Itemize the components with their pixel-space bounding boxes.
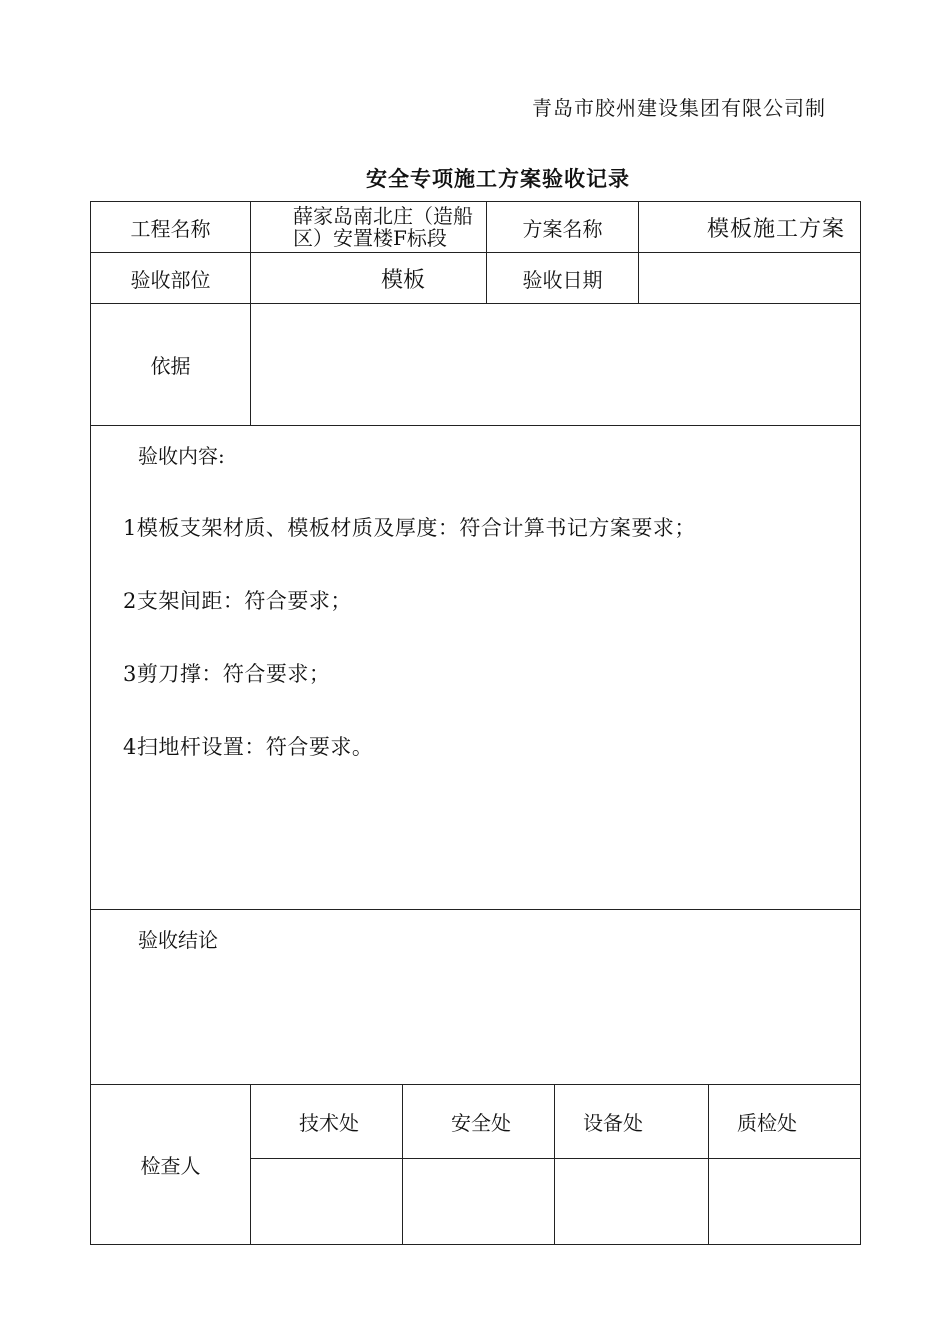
signature-technical [251, 1159, 403, 1245]
project-name-label: 工程名称 [91, 202, 251, 253]
row-basis [91, 304, 861, 426]
signature-equipment [555, 1159, 709, 1245]
row-project [91, 202, 861, 253]
inspection-form [90, 201, 861, 1245]
plan-name-label: 方案名称 [487, 202, 639, 253]
content-item: 4扫地杆设置：符合要求。 [123, 735, 374, 759]
department-safety: 安全处 [403, 1085, 555, 1159]
department-technical: 技术处 [251, 1085, 403, 1159]
row-departments [91, 1085, 861, 1159]
conclusion-cell [91, 910, 861, 1085]
project-name-line2: 区）安置楼F标段 [293, 226, 447, 250]
basis-label: 依据 [91, 304, 251, 426]
department-equipment: 设备处 [555, 1085, 709, 1159]
content-item: 2支架间距：符合要求； [123, 589, 352, 613]
document-title: 安全专项施工方案验收记录 [366, 166, 630, 191]
signature-safety [403, 1159, 555, 1245]
signature-quality [709, 1159, 861, 1245]
project-name-value [251, 202, 487, 253]
basis-value [251, 304, 861, 426]
inspector-label: 检查人 [91, 1085, 251, 1245]
part-value: 模板 [251, 253, 487, 304]
conclusion-label: 验收结论 [138, 928, 218, 952]
company-name: 青岛市胶州建设集团有限公司制 [532, 96, 826, 120]
row-part [91, 253, 861, 304]
date-label: 验收日期 [487, 253, 639, 304]
content-label: 验收内容: [138, 444, 225, 468]
project-name-line1: 薛家岛南北庄（造船 [293, 204, 473, 228]
row-content [91, 426, 861, 910]
content-item: 1模板支架材质、模板材质及厚度：符合计算书记方案要求； [123, 516, 696, 540]
content-items [123, 512, 850, 804]
part-label: 验收部位 [91, 253, 251, 304]
plan-name-value: 模板施工方案 [639, 202, 861, 253]
date-value [639, 253, 861, 304]
department-quality: 质检处 [709, 1085, 861, 1159]
row-conclusion [91, 910, 861, 1085]
content-item: 3剪刀撑：符合要求； [123, 662, 331, 686]
content-cell [91, 426, 861, 910]
